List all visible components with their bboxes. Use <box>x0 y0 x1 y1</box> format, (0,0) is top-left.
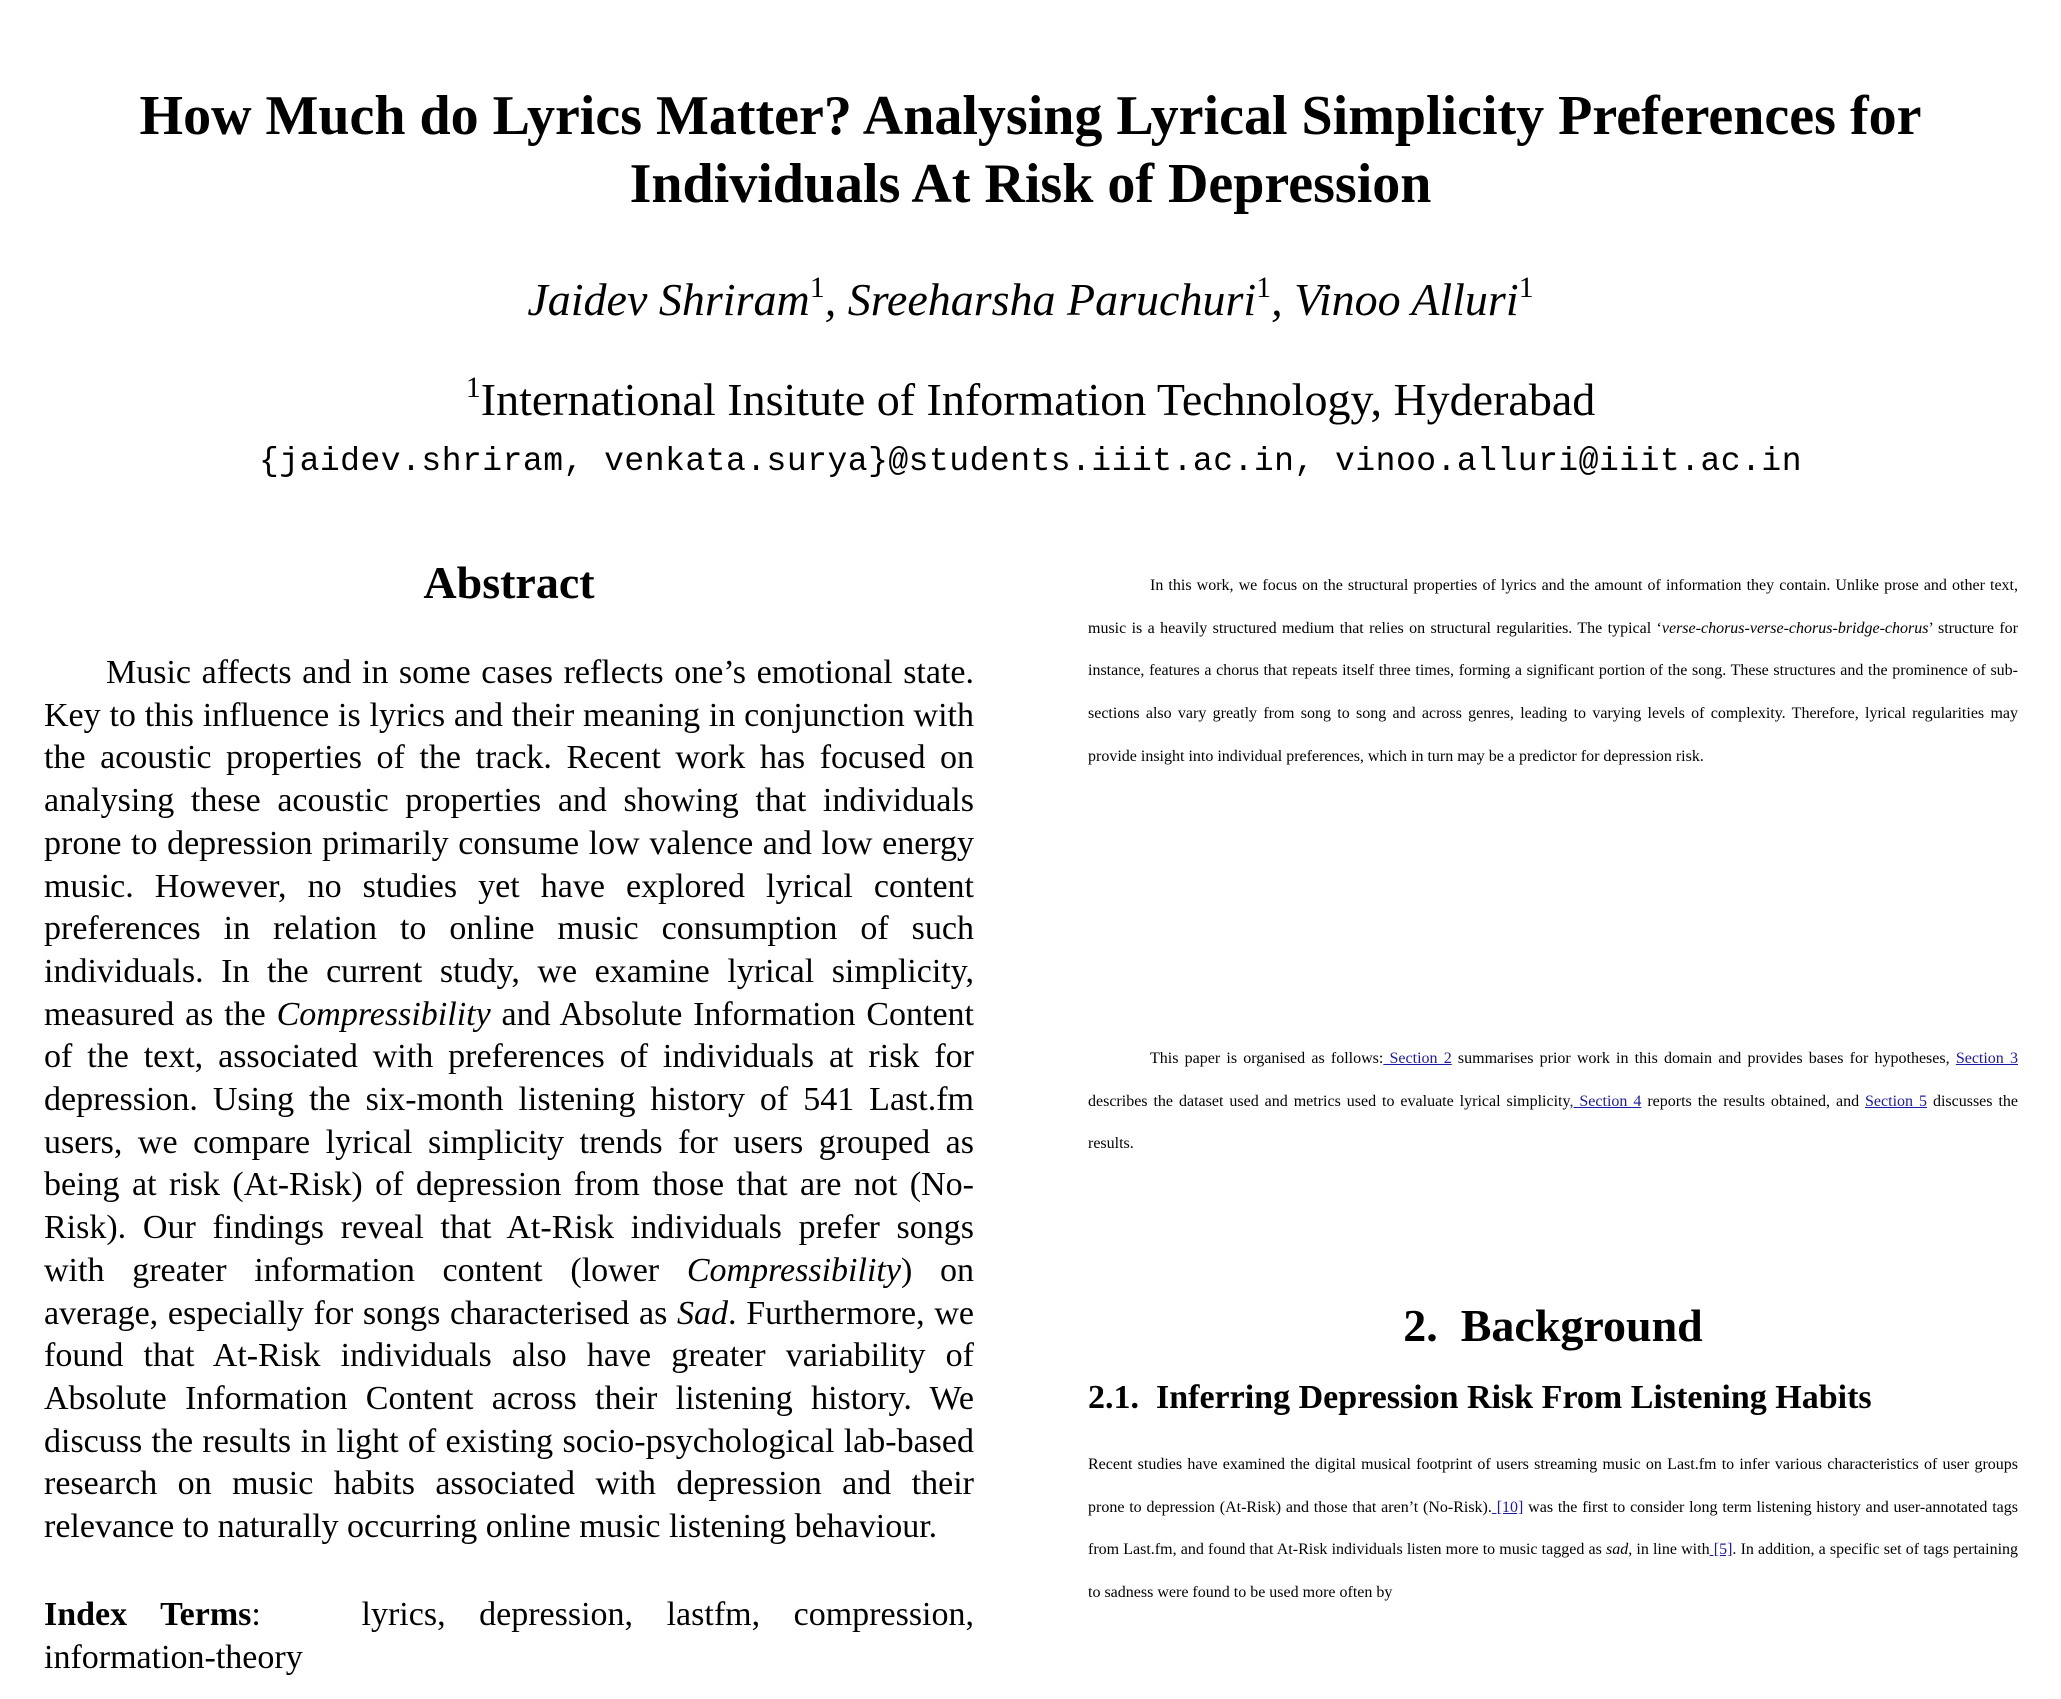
index-terms-label: Index Terms <box>44 1596 252 1633</box>
right-column <box>1088 0 2018 1699</box>
intro-text: This paper is organised as follows: <box>1150 1050 1384 1067</box>
paper-title: How Much do Lyrics Matter? Analysing Lyrical Simplicity Preferences for Individuals At Risk of Depression <box>139 85 1922 215</box>
affiliation-name: International Insitute of Information Technology, Hyderabad <box>480 374 1596 425</box>
author-name: Sreeharsha Paruchuri <box>847 274 1257 325</box>
intro-emphasis: verse-chorus-verse-chorus-bridge-chorus <box>1661 619 1929 637</box>
author-emails: {jaidev.shriram, venkata.surya}@students.iiit.ac.in, vinoo.alluri@iiit.ac.in <box>258 443 1803 480</box>
background-text: Recent studies have examined the digital musical footprint of users streaming music on Last.fm to infer various characteristics of user groups prone to depression (At-Risk) and those that aren’t (No-Risk). <box>1088 1456 2018 1516</box>
index-terms-list: lyrics, depression, lastfm, compression, information-theory <box>44 1596 975 1676</box>
author-affiliation-mark: 1 <box>809 271 825 304</box>
author-name: Jaidev Shriram <box>527 274 810 325</box>
abstract-emphasis: Compressibility <box>276 995 491 1033</box>
background-text: was the first to consider long term listening history and user-annotated tags from Last.fm, and found that At-Risk individuals listen more to music tagged as <box>1088 1498 2018 1559</box>
index-terms: Index Terms: lyrics, depression, lastfm, compression, information-theory <box>44 1596 975 1676</box>
background-text: . In addition, a specific set of tags pertaining to sadness were found to be used more often by <box>1088 1541 2018 1602</box>
section-4-link[interactable]: , Section 4 <box>1569 1092 1642 1110</box>
author-affiliation-mark: 1 <box>1256 271 1272 304</box>
intro-text: In this work, we focus on the structural properties of lyrics and the amount of information they contain. Unlike prose and other text, music is a heavily structured medium that relies on structural regularities. The typical ‘ <box>1088 577 2018 637</box>
background-paragraph <box>1088 1444 2018 1615</box>
abstract-emphasis: Compressibility <box>686 1251 901 1289</box>
section-5-link[interactable]: Section 5 <box>1865 1092 1927 1110</box>
background-text: , in line with <box>1628 1541 1710 1559</box>
author-affiliation-mark: 1 <box>1518 271 1534 304</box>
intro-text: ’ structure for instance, features a chorus that repeats itself three times, forming a significant portion of the song. These structures and the prominence of sub-sections also vary greatly from song to song and across genres, leading to varying levels of complexity. Therefore, lyrical regularities may provide insight into individual preferences, which in turn may be a predictor for depression risk. <box>1088 619 2018 765</box>
citation-link[interactable]: [5] <box>1709 1541 1733 1559</box>
abstract-text: ) on average, especially for songs characterised as <box>44 1251 975 1332</box>
abstract-heading: Abstract <box>423 557 595 608</box>
section-3-link[interactable]: Section 3 <box>1955 1050 2018 1067</box>
abstract-text: Music affects and in some cases reflects one’s emotional state. Key to this influence is lyrics and their meaning in conjunction with the acoustic properties of the track. Recent work has focused on analysing these acoustic properties and showing that individuals prone to depression primarily consume low valence and low energy music. However, no studies yet have explored lyrical content preferences in relation to online music consumption of such individuals. In the current study, we examine lyrical simplicity, measured as the <box>44 654 974 1033</box>
intro-text: discusses the results. <box>1088 1092 2018 1153</box>
abstract-text: . Furthermore, we found that At-Risk individuals also have greater variability of Absolute Information Content across their listening history. We discuss the results in light of existing socio-psychological lab-based research on music habits associated with depression and their relevance to naturally occurring online music listening behaviour. <box>44 1294 974 1546</box>
subsection-heading: 2.1. Inferring Depression Risk From Listening Habits <box>1088 1379 1872 1416</box>
affiliation-mark: 1 <box>465 371 481 404</box>
background-emphasis: sad <box>1605 1541 1629 1559</box>
author-list: Jaidev Shriram$^1$, Sreeharsha Paruchuri$^1$, Vinoo Alluri$^1$ <box>527 271 1534 325</box>
intro-text: describes the dataset used and metrics used to evaluate lyrical simplicity <box>1088 1092 1570 1110</box>
section-heading: 2. Background <box>1403 1300 1703 1351</box>
intro-text: reports the results obtained, and <box>1641 1092 1860 1110</box>
section-2-link[interactable]: Section 2 <box>1383 1050 1452 1067</box>
abstract-emphasis: Sad <box>677 1294 728 1332</box>
abstract-paragraph <box>44 652 974 1549</box>
abstract-text: and Absolute Information Content of the text, associated with preferences of individuals at risk for depression. Using the six-month listening history of 541 Last.fm users, we compare lyrical simplicity trends for users grouped as being at risk (At-Risk) of depression from those that are not (No-Risk). Our findings reveal that At-Risk individuals prefer songs with greater information content (lower <box>44 995 974 1289</box>
citation-link[interactable]: [10] <box>1491 1498 1524 1516</box>
intro-text: summarises prior work in this domain and provides bases for hypotheses, <box>1451 1050 1950 1067</box>
intro-paragraph <box>1088 565 2018 779</box>
organisation-paragraph <box>1088 1038 2018 1166</box>
author-name: Vinoo Alluri <box>1294 274 1519 325</box>
